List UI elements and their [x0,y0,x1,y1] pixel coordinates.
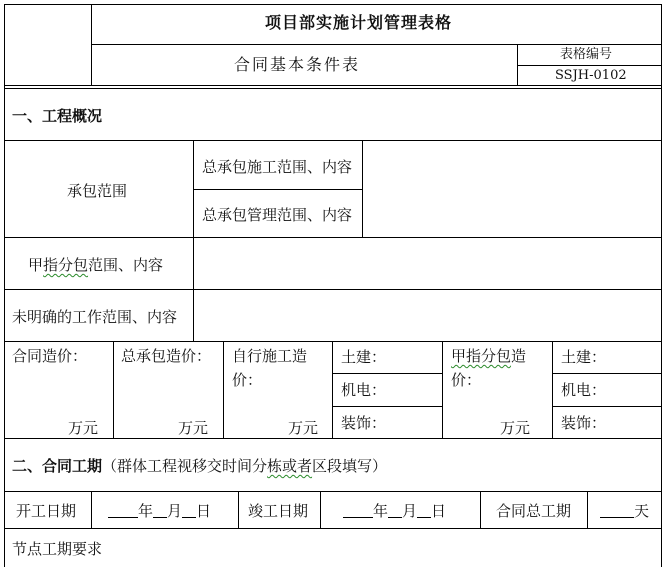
finish-date-field[interactable] [343,502,446,520]
rule [552,373,661,374]
rule [480,491,481,528]
owner-decoration-label: 装饰： [561,414,607,432]
month-label: 月 [402,502,418,520]
rule [332,341,333,438]
rule [193,237,194,341]
self-price-unit: 万元 [288,419,319,437]
day-label: 日 [431,502,447,520]
owner-price-label-line2: 价： [451,371,482,389]
rule [4,85,661,86]
owner-civil-label: 土建： [561,348,607,366]
finish-date-label: 竣工日期 [248,502,309,520]
owner-subcontract-pre: 甲 [28,256,44,274]
rule [4,438,661,439]
rule [238,491,239,528]
owner-mep-label: 机电： [561,381,607,399]
rule [91,44,661,45]
year-label: 年 [138,502,154,520]
section-2-note-wavy: 栋或者 [267,457,313,475]
rule [362,140,363,237]
gc-price-unit: 万元 [178,419,209,437]
form-number: SSJH-0102 [555,68,627,83]
rule [332,373,442,374]
owner-price-post: 造 [511,347,527,365]
rule [4,4,661,5]
rule [552,341,553,438]
section-2-note-pre: （群体工程视移交时间分 [102,457,268,475]
gc-construction-label: 总承包施工范围、内容 [202,158,353,176]
rule [4,491,661,492]
rule [332,406,442,407]
section-2-note-post: 区段填写） [312,457,388,475]
day-label: 日 [196,502,212,520]
rule [517,44,518,85]
rule [661,4,662,567]
rule [320,491,321,528]
section-2-heading: 二、合同工期 [12,457,103,475]
rule [193,140,194,237]
section-2-title [12,457,387,475]
self-price-label-line1: 自行施工造 [232,347,308,365]
start-date-label: 开工日期 [16,502,77,520]
rule [4,528,661,529]
rule [4,237,661,238]
rule [4,289,661,290]
owner-price-unit: 万元 [500,419,531,437]
owner-subcontract-post: 范围、内容 [88,256,164,274]
unclear-scope-label: 未明确的工作范围、内容 [12,308,178,326]
owner-price-label-line1 [451,347,526,365]
contract-price-label: 合同造价： [12,347,88,365]
rule [113,341,114,438]
days-unit: 天 [634,502,650,520]
rule [587,491,588,528]
rule [552,406,661,407]
start-date-field[interactable] [108,502,211,520]
decoration-label: 装饰： [341,414,387,432]
total-duration-field[interactable] [600,502,649,520]
owner-price-wavy: 甲指分包 [451,347,512,365]
form-title: 项目部实施计划管理表格 [265,13,453,32]
section-1-title: 一、工程概况 [12,107,103,125]
month-label: 月 [167,502,183,520]
gc-management-label: 总承包管理范围、内容 [202,206,353,224]
rule [223,341,224,438]
year-label: 年 [373,502,389,520]
gc-price-label: 总承包造价： [121,347,212,365]
total-duration-label: 合同总工期 [496,502,572,520]
owner-subcontract-label [28,256,163,274]
form-number-label: 表格编号 [560,47,613,62]
civil-label: 土建： [341,348,387,366]
mep-label: 机电： [341,381,387,399]
rule [4,88,661,89]
rule [517,65,661,66]
contract-price-unit: 万元 [68,419,99,437]
form-subtitle: 合同基本条件表 [234,55,361,74]
rule [442,341,443,438]
rule [193,189,362,190]
owner-subcontract-wavy: 指分包 [43,256,89,274]
scope-label: 承包范围 [67,182,128,200]
milestone-label: 节点工期要求 [12,540,103,558]
self-price-label-line2: 价： [232,371,263,389]
rule [91,4,92,85]
rule [4,140,661,141]
rule [91,491,92,528]
rule [4,4,5,567]
